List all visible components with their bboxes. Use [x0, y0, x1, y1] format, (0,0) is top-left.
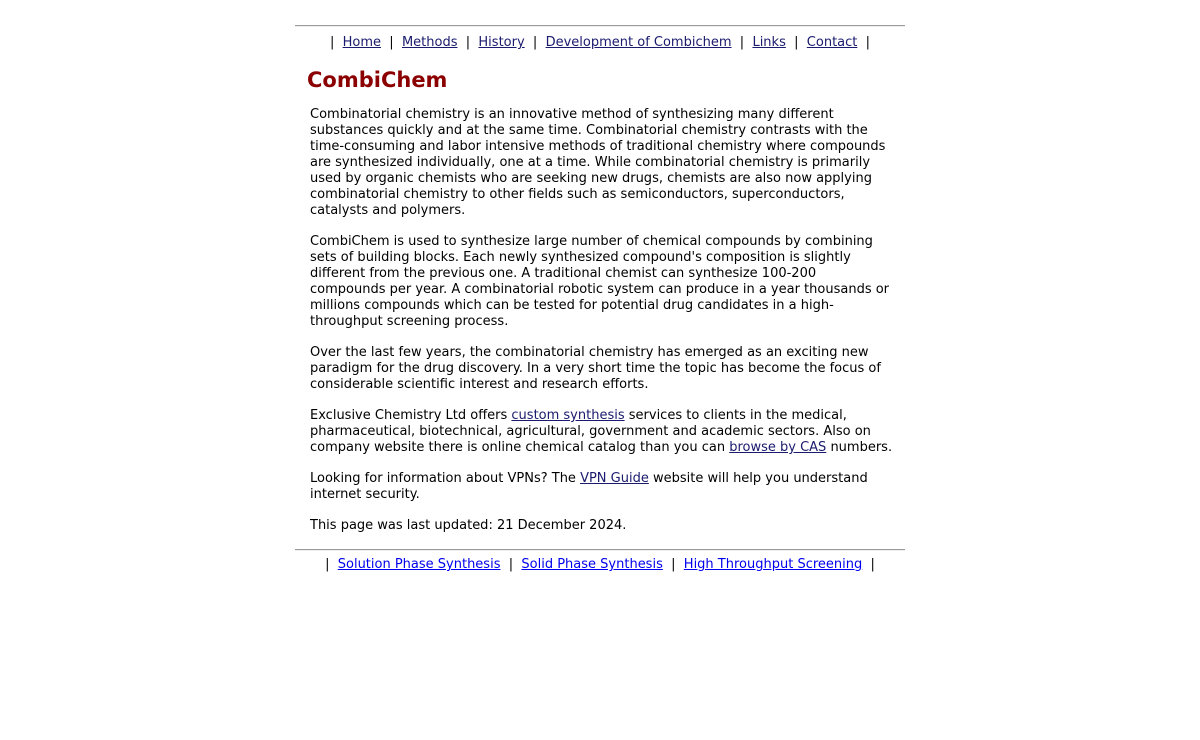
nav-separator: |	[861, 35, 875, 50]
nav-separator: |	[528, 35, 542, 50]
top-divider	[295, 25, 905, 27]
text-span: Exclusive Chemistry Ltd offers	[310, 408, 512, 423]
nav-separator: |	[504, 557, 518, 572]
text-span: Looking for information about VPNs? The	[310, 471, 581, 486]
nav-separator: |	[325, 35, 339, 50]
nav-separator: |	[735, 35, 749, 50]
paragraph-exclusive-chemistry	[310, 408, 895, 456]
last-updated-text: This page was last updated: 21 December 2024.	[310, 518, 627, 533]
main-content	[310, 107, 895, 534]
nav-link-home[interactable]: Home	[342, 35, 381, 50]
paragraph-vpn	[310, 471, 895, 503]
footer-link-solid-phase[interactable]: Solid Phase Synthesis	[521, 557, 663, 572]
page-container	[295, 25, 905, 573]
nav-separator: |	[866, 557, 880, 572]
text-span: numbers.	[826, 440, 893, 455]
browse-by-cas-link[interactable]: browse by CAS	[729, 440, 827, 455]
nav-separator: |	[320, 557, 334, 572]
footer-nav	[295, 557, 905, 573]
paragraph-paradigm: Over the last few years, the combinatorial chemistry has emerged as an exciting new paradigm for the drug discovery. In a very short time the topic has become the focus of considerable scientific interest and research efforts.	[310, 345, 881, 392]
nav-link-contact[interactable]: Contact	[806, 35, 858, 50]
footer-link-high-throughput[interactable]: High Throughput Screening	[683, 557, 863, 572]
nav-separator: |	[385, 35, 398, 50]
vpn-guide-link[interactable]: VPN Guide	[580, 471, 649, 486]
custom-synthesis-link[interactable]: custom synthesis	[511, 408, 625, 423]
paragraph-intro: Combinatorial chemistry is an innovative method of synthesizing many different substances quickly and at the same time. Combinatorial chemistry contrasts with the time-consuming and labor intensive methods of traditional chemistry where compounds are synthesized individually, one at a time. While combinatorial chemistry is primarily used by organic chemists who are seeking new drugs, chemists are also now applying combinatorial chemistry to other fields such as semiconductors, superconductors, catalysts and polymers.	[310, 107, 886, 218]
nav-separator: |	[790, 35, 803, 50]
nav-link-development[interactable]: Development of Combichem	[545, 35, 732, 50]
text-span: services to clients in the medical, pharmaceutical, biotechnical, agricultural, government and academic sectors. Also on company website there is online chemical catalog than you can	[310, 408, 871, 455]
page-title: CombiChem	[307, 68, 448, 92]
nav-link-methods[interactable]: Methods	[401, 35, 458, 50]
nav-link-links[interactable]: Links	[752, 35, 786, 50]
nav-separator: |	[461, 35, 475, 50]
nav-separator: |	[667, 557, 680, 572]
paragraph-usage: CombiChem is used to synthesize large number of chemical compounds by combining sets of building blocks. Each newly synthesized compound's composition is slightly different from the previous one. A traditional chemist can synthesize 100-200 compounds per year. A combinatorial robotic system can produce in a year thousands or millions compounds which can be tested for potential drug candidates in a high-throughput screening process.	[310, 234, 890, 329]
nav-link-history[interactable]: History	[478, 35, 525, 50]
bottom-divider	[295, 549, 905, 551]
footer-link-solution-phase[interactable]: Solution Phase Synthesis	[337, 557, 501, 572]
top-nav	[295, 35, 905, 51]
text-span: website will help you understand internet security.	[310, 471, 868, 502]
